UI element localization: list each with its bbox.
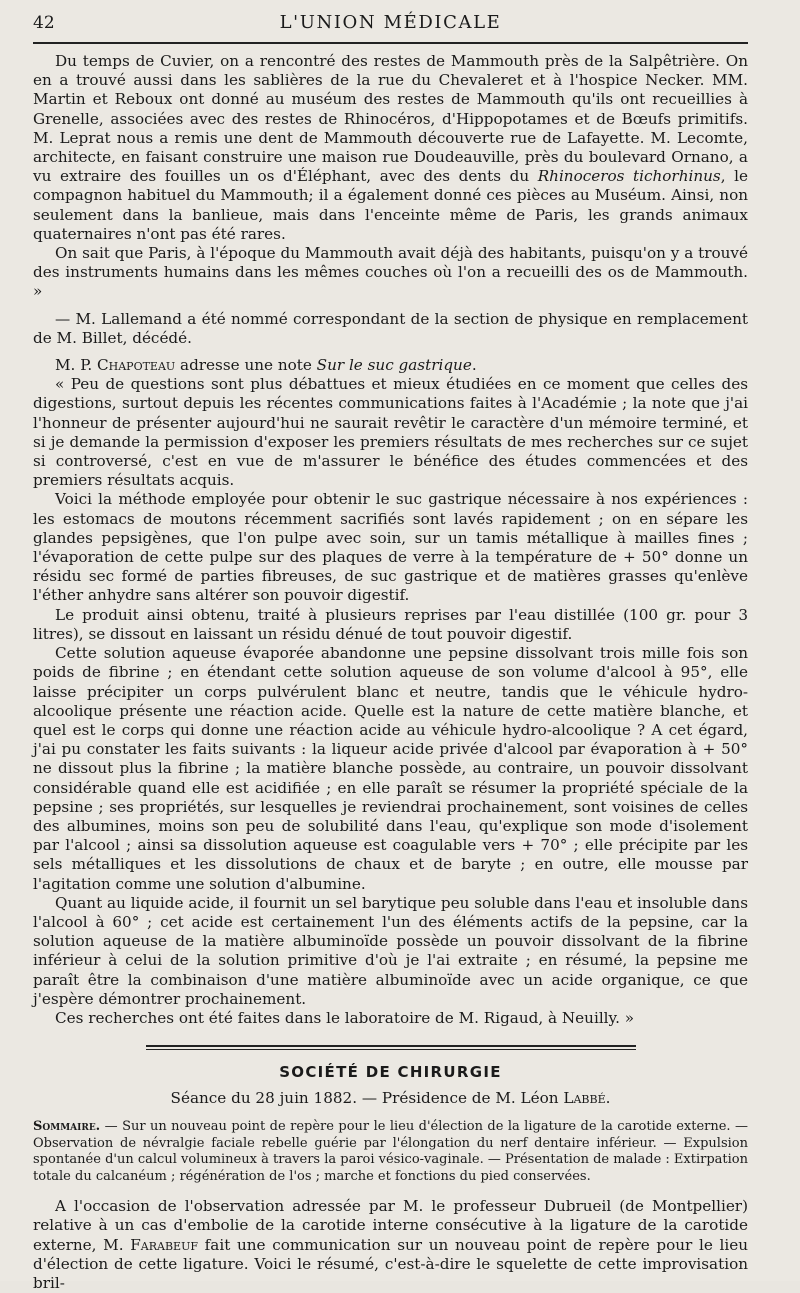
header-rule (33, 42, 748, 44)
summary-block (33, 1119, 748, 1185)
section-divider (146, 1045, 636, 1050)
paragraph-mammoth-finds: Du temps de Cuvier, on a rencontré des restes de Mammouth près de la Salpêtrière. On en a trouvé aussi dans les sablières de la rue du Chevaleret et à l'hospice Necker. MM. Martin et Reboux ont donné au muséum des restes de Mammouth qu'ils ont recueillies à Grenelle, associées avec des restes de Rhinocéros, d'Hippopotames et de Bœufs primitifs. M. Leprat nous a remis une dent de Mammouth découverte rue de Lafayette. M. Lecomte, architecte, en faisant construire une maison rue Doudeauville, près du boulevard Ornano, a vu extraire des fouilles un os d'Éléphant, avec des dents du Rhinoceros tichorhinus, le compagnon habituel du Mammouth; il a également donné ces pièces au Muséum. Ainsi, non seulement dans la banlieue, mais dans l'enceinte même de Paris, les grands animaux quaternaires n'ont pas été rares. (33, 52, 748, 243)
farabeuf-name: Farabeuf (130, 1235, 198, 1254)
paragraph-method: Voici la méthode employée pour obtenir le suc gastrique nécessaire à nos expériences : les estomacs de moutons récemment sacrifiés sont lavés rapidement ; on en sépare les glandes pepsigènes, que l'on pulpe avec soin, sur un tamis métallique à mailles fines ; l'évaporation de cette pulpe sur des plaques de verre à la température de + 50° donne un résidu sec formé de parties fibreuses, de suc gastrique et de matières grasses qu'enlève l'éther anhydre sans altérer son pouvoir digestif. (33, 490, 748, 605)
summary-text: — Sur un nouveau point de repère pour le lieu d'élection de la ligature de la carotide externe. — Observation de névralgie faciale rebelle guérie par l'élongation du nerf dentaire inférieur. — Expulsion spontanée d'un calcul volumineux à travers la paroi vésico-vaginale. — Présentation de malade : Extirpation totale du calcanéum ; régénération de l'os ; marche et fonctions du pied conservées. (33, 1119, 748, 1184)
paragraph-paris-inhabitants: On sait que Paris, à l'époque du Mammouth avait déjà des habitants, puisqu'on y a trouvé des instruments humains dans les mêmes couches où l'on a recueilli des os de Mammouth. » (33, 244, 748, 301)
paragraph-acid-liquid: Quant au liquide acide, il fournit un sel barytique peu soluble dans l'eau et insoluble dans l'alcool à 60° ; cet acide est certainement l'un des éléments actifs de la pepsine, car la solution aqueuse de la matière albuminoïde possède un pouvoir dissolvant de la fibrine inférieur à celui de la solution primitive d'où je l'ai extraite ; en résumé, la pepsine me paraît être la combinaison d'une matière albuminoïde avec un acide organique, ce que j'espère démontrer prochainement. (33, 893, 748, 1008)
paragraph-laboratory: Ces recherches ont été faites dans le laboratoire de M. Rigaud, à Neuilly. » (55, 1008, 635, 1027)
paragraph-chapoteau-note: M. P. Chapoteau adresse une note Sur le suc gastrique. (55, 356, 477, 375)
note-title: Sur le suc gastrique (316, 356, 472, 375)
page-number: 42 (33, 13, 55, 33)
paragraph-solution: Cette solution aqueuse évaporée abandonne une pepsine dissolvant trois mille fois son poids de fibrine ; en étendant cette solution aqueuse de son volume d'alcool à 95°, elle laisse précipiter un corps pulvérulent blanc et neutre, tandis que le véhicule hydro-alcoolique présente une réaction acide. Quelle est la nature de cette matière blanche, et quel est le corps qui donne une réaction acide au véhicule hydro-alcoolique ? A cet égard, j'ai pu constater les faits suivants : la liqueur acide privée d'alcool par évaporation à + 50° ne dissout plus la fibrine ; la matière blanche possède, au contraire, un pouvoir dissolvant considérable quand elle est acidifiée ; en elle paraît se résumer la propriété spéciale de la pepsine ; ses propriétés, sur lesquelles je reviendrai prochainement, sont voisines de celles des albumines, moins son peu de solubilité dans l'eau, qu'explique son mode d'isolement par l'alcool ; ainsi sa dissolution aqueuse est coagulable vers + 70° ; elle précipite par les sels métalliques et les dissolutions de chaux et de baryte ; en outre, elle mousse par l'agitation comme une solution d'albumine. (33, 644, 748, 893)
species-name: Rhinoceros tichorhinus (537, 167, 721, 186)
paragraph-digestions: « Peu de questions sont plus débattues et mieux étudiées en ce moment que celles des digestions, surtout depuis les récentes communications faites à l'Académie ; la note que j'ai l'honneur de présenter aujourd'hui ne saurait revêtir le caractère d'un mémoire terminé, et si je demande la permission d'exposer les premiers résultats de mes recherches sur ce sujet si controversé, c'est en vue de m'assurer le bénéfice des études commencées et des premiers résultats acquis. (33, 375, 748, 490)
summary-label: Sommaire. (33, 1119, 101, 1135)
page-header (33, 12, 748, 38)
session-line: Séance du 28 juin 1882. — Présidence de M. Léon Labbé. (170, 1089, 611, 1108)
paragraph-product: Le produit ainsi obtenu, traité à plusieurs reprises par l'eau distillée (100 gr. pour 3 litres), se dissout en laissant un résidu dénué de tout pouvoir digestif. (33, 605, 748, 643)
running-title: L'UNION MÉDICALE (279, 12, 502, 33)
author-name: Chapoteau (97, 356, 176, 375)
section-title: SOCIÉTÉ DE CHIRURGIE (279, 1063, 502, 1082)
paragraph-farabeuf: A l'occasion de l'observation adressée par M. le professeur Dubrueil (de Montpellier) relative à un cas d'embolie de la carotide interne consécutive à la ligature de la carotide externe, M. Farabeuf fait une communication sur un nouveau point de repère pour le lieu d'élection de cette ligature. Voici le résumé, c'est-à-dire le squelette de cette improvisation bril- (33, 1197, 748, 1292)
president-name: Labbé (563, 1089, 606, 1108)
paragraph-lallemand: — M. Lallemand a été nommé correspondant de la section de physique en remplacement de M. Billet, décédé. (33, 309, 748, 347)
